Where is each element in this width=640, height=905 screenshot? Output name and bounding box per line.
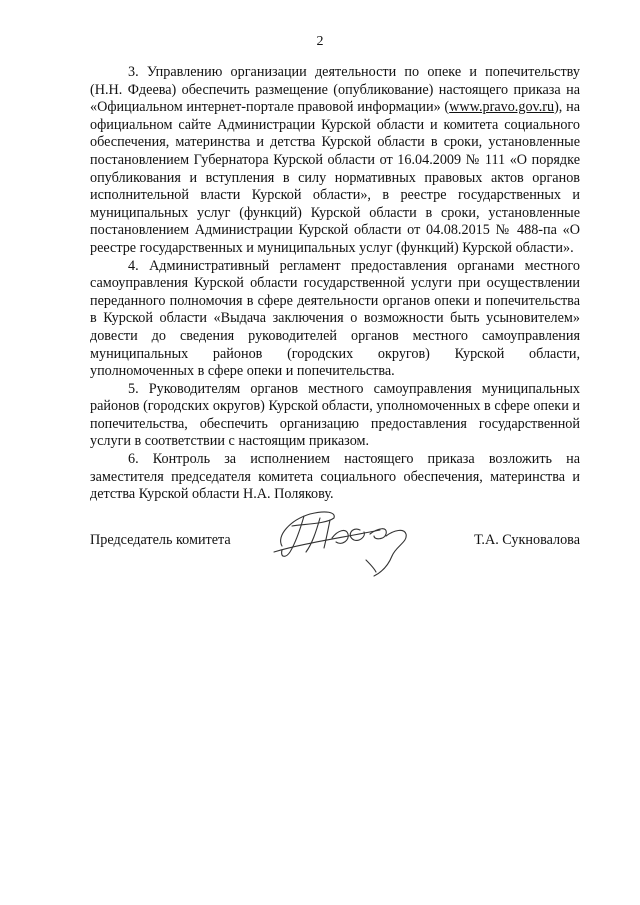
page-number: 2 — [316, 34, 324, 49]
signer-name: Т.А. Сукновалова — [474, 532, 580, 548]
handwritten-signature — [270, 500, 430, 580]
paragraph-3-start: 3. Управлению организации деятельности по опеке и попечительству (Н.Н. Фдеева) обеспечить размещение (опубликование) настоящего приказа на «Официальном интернет-портале правовой информации» ( — [90, 64, 580, 116]
paragraph-4: 4. Административный регламент предоставления органами местного самоуправления Курской области государственной услуги при осуществлении переданного полномочия в сфере деятельности органов опеки и попечительства в Курской области «Выдача заключения о возможности быть усыновителем» довести до сведения руководителей органов местного самоуправления муниципальных районов (городских округов) Курской области, уполномоченных в сфере опеки и попечительства. — [90, 257, 580, 380]
signer-title: Председатель комитета — [90, 532, 231, 548]
paragraph-6: 6. Контроль за исполнением настоящего приказа возложить на заместителя председателя комитета социального обеспечения, материнства и детства Курской области Н.А. Полякову. — [90, 451, 580, 503]
paragraph-3-end: ), на официальном сайте Администрации Курской области и комитета социального обеспечения, материнства и детства Курской области в сроки, установленные постановлением Губернатора Курской области от 16.04.2009 № 111 «О порядке опубликования и вступления в силу нормативных правовых актов органов исполнительной власти Курской области», в реестре государственных и муниципальных услуг (функций) Курской области в сроки, установленные постановлением Администрации Курской области от 04.08.2015 № 488-па «О реестре государственных и муниципальных услуг (функций) Курской области». — [90, 99, 580, 256]
document-body — [90, 64, 580, 504]
paragraph-5: 5. Руководителям органов местного самоуправления муниципальных районов (городских округов) Курской области, уполномоченных в сфере опеки и попечительства, обеспечить организацию предоставления государственной услуги в соответствии с настоящим приказом. — [90, 380, 580, 450]
paragraph-3 — [90, 64, 580, 258]
signature-block — [90, 500, 580, 590]
pravo-link[interactable]: www.pravo.gov.ru — [449, 99, 555, 116]
